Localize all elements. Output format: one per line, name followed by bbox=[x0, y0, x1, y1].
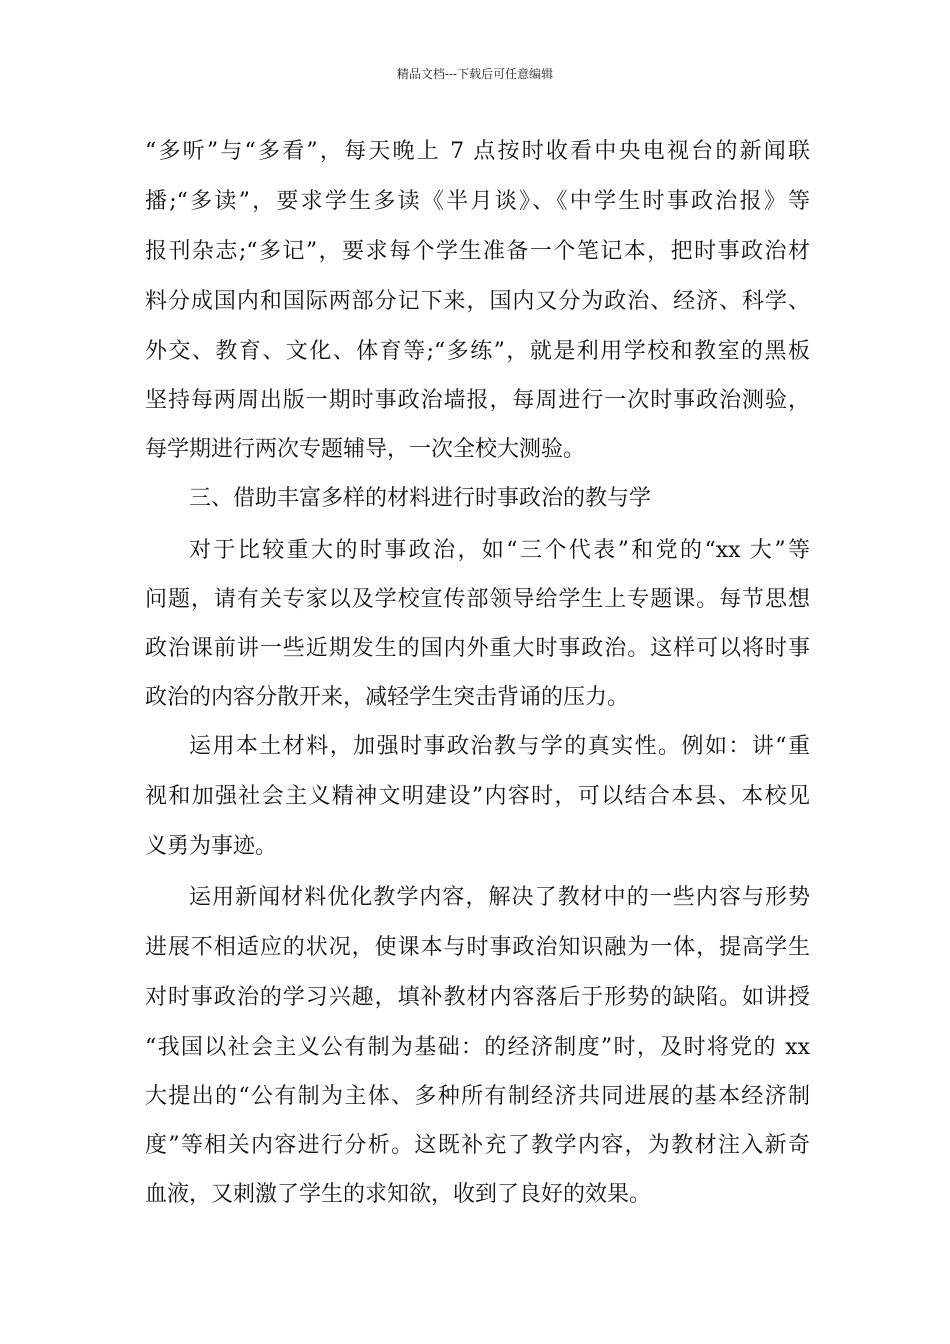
section-heading: 三、借助丰富多样的材料进行时事政治的教与学 bbox=[189, 486, 652, 511]
text-line: 报刊杂志;“多记”，要求每个学生准备一个笔记本，把时事政治材 bbox=[145, 239, 810, 264]
text-line: 度”等相关内容进行分析。这既补充了教学内容，为教材注入新奇 bbox=[145, 1133, 810, 1158]
text-line: 运用本土材料，加强时事政治教与学的真实性。例如：讲“重 bbox=[189, 734, 810, 759]
text-line: 每学期进行两次专题辅导，一次全校大测验。 bbox=[145, 437, 586, 462]
text-line: 坚持每两周出版一期时事政治墙报，每周进行一次时事政治测验， bbox=[145, 388, 810, 413]
text-line: 视和加强社会主义精神文明建设”内容时，可以结合本县、本校见 bbox=[145, 784, 810, 809]
text-line: 政治课前讲一些近期发生的国内外重大时事政治。这样可以将时事 bbox=[145, 636, 810, 661]
text-line: 对于比较重大的时事政治，如“三个代表”和党的“xx 大”等 bbox=[189, 538, 810, 563]
text-line: “我国以社会主义公有制为基础：的经济制度”时，及时将党的 xx bbox=[145, 1035, 810, 1060]
text-line: 政治的内容分散开来，减轻学生突击背诵的压力。 bbox=[145, 685, 630, 710]
text-line: 大提出的“公有制为主体、多种所有制经济共同进展的基本经济制 bbox=[145, 1084, 810, 1109]
text-line: 问题，请有关专家以及学校宣传部领导给学生上专题课。每节思想 bbox=[145, 587, 810, 612]
text-line: 进展不相适应的状况，使课本与时事政治知识融为一体，提高学生 bbox=[145, 935, 810, 960]
text-line: “多听”与“多看”，每天晚上 7 点按时收看中央电视台的新闻联 bbox=[145, 139, 810, 164]
text-line: 外交、教育、文化、体育等;“多练”，就是利用学校和教室的黑板 bbox=[145, 339, 810, 364]
text-line: 运用新闻材料优化教学内容，解决了教材中的一些内容与形势 bbox=[189, 885, 810, 910]
text-line: 料分成国内和国际两部分记下来，国内又分为政治、经济、科学、 bbox=[145, 289, 810, 314]
page-header: 精品文档---下载后可任意编辑 bbox=[396, 67, 554, 81]
text-line: 对时事政治的学习兴趣，填补教材内容落后于形势的缺陷。如讲授 bbox=[145, 985, 810, 1010]
text-line: 播;“多读”，要求学生多读《半月谈》、《中学生时事政治报》等 bbox=[145, 189, 810, 214]
text-line: 血液，又刺激了学生的求知欲，收到了良好的效果。 bbox=[145, 1182, 652, 1207]
text-line: 义勇为事迹。 bbox=[145, 834, 278, 859]
